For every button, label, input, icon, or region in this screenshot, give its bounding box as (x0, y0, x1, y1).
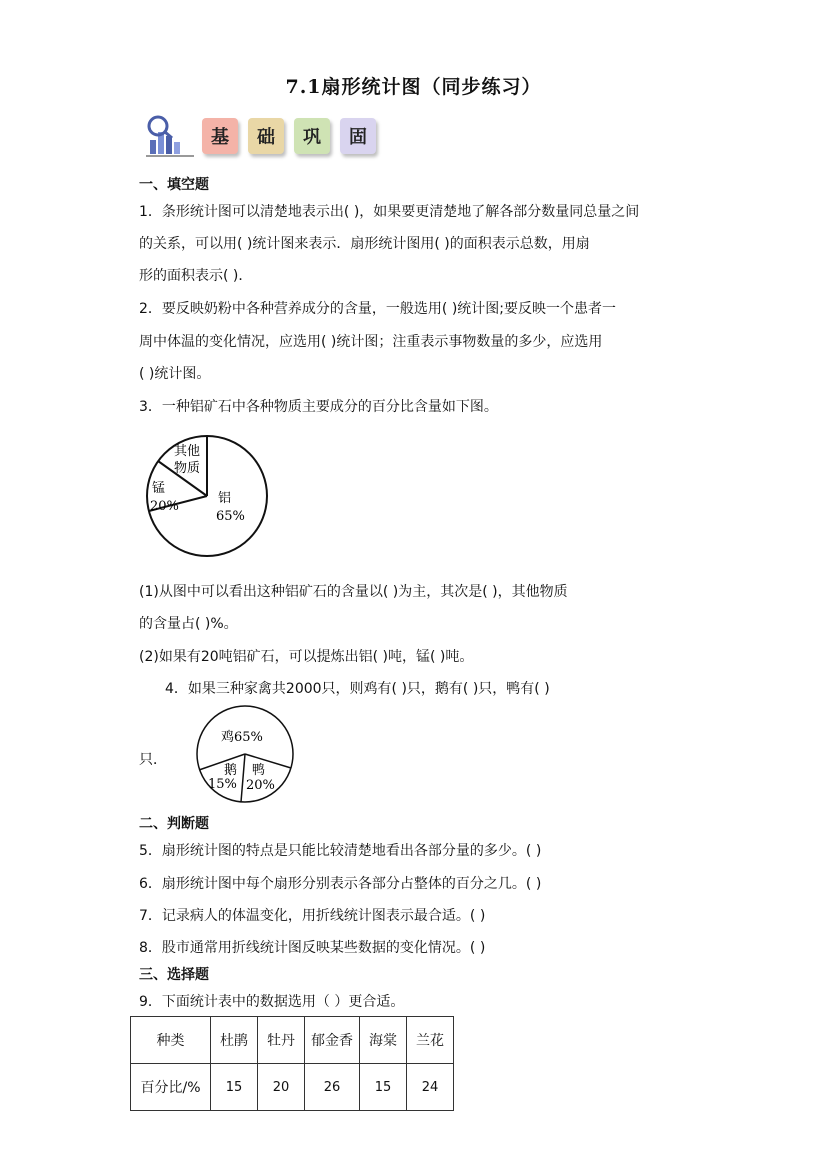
slice-label-aluminum-2: 65% (216, 509, 245, 524)
table-header-cell: 海棠 (360, 1017, 407, 1064)
table-header-row (131, 1017, 454, 1064)
section-judge-heading: 二、判断题 (139, 816, 209, 832)
page-title: 7.1扇形统计图（同步练习） (285, 76, 542, 98)
ore-pie-chart (142, 430, 272, 564)
flower-percentage-table (130, 1016, 454, 1111)
table-row (131, 1064, 454, 1111)
table-cell: 26 (305, 1064, 360, 1111)
table-header-cell: 兰花 (407, 1017, 454, 1064)
slice-label-manganese-1: 锰 (152, 481, 166, 496)
q9-text: 9．下面统计表中的数据选用（ ）更合适。 (139, 994, 405, 1010)
judge-q5: 5．扇形统计图的特点是只能比较清楚地看出各部分量的多少。( ) (139, 843, 542, 859)
slice-label-aluminum-1: 铝 (218, 491, 232, 506)
judge-q6: 6．扇形统计图中每个扇形分别表示各部分占整体的百分之几。( ) (139, 876, 542, 892)
q2-line-1: 2．要反映奶粉中各种营养成分的含量，一般选用( )统计图;要反映一个患者一 (139, 301, 616, 317)
slice-label-duck-1: 鸭 (252, 763, 266, 778)
section-choice-heading: 三、选择题 (139, 967, 209, 983)
slice-label-goose-1: 鹅 (224, 763, 238, 778)
banner-char-3: 巩 (294, 118, 330, 154)
q2-line-3: ( )统计图。 (139, 366, 211, 382)
slice-label-other-2: 物质 (174, 461, 201, 476)
table-header-cell: 郁金香 (305, 1017, 360, 1064)
q3-sub1-line-2: 的含量占( )%。 (139, 616, 238, 632)
slice-label-other-1: 其他 (174, 444, 201, 459)
slice-label-chicken: 鸡65% (221, 730, 263, 745)
table-cell: 20 (258, 1064, 305, 1111)
q1-line-1: 1．条形统计图可以清楚地表示出( )，如果要更清楚地了解各部分数量同总量之间 (139, 204, 640, 220)
section-fill-heading: 一、填空题 (139, 177, 209, 193)
table-cell: 百分比/% (131, 1064, 211, 1111)
q3-text: 3．一种铝矿石中各种物质主要成分的百分比含量如下图。 (139, 399, 498, 415)
table-cell: 15 (211, 1064, 258, 1111)
judge-q8: 8．股市通常用折线统计图反映某些数据的变化情况。( ) (139, 940, 486, 956)
slice-label-duck-2: 20% (246, 778, 275, 793)
q4-line-1: 4．如果三种家禽共2000只，则鸡有( )只，鹅有( )只，鸭有( ) (165, 681, 550, 697)
table-header-cell: 牡丹 (258, 1017, 305, 1064)
poultry-pie-chart (194, 704, 296, 804)
table-header-cell: 杜鹃 (211, 1017, 258, 1064)
slice-label-goose-2: 15% (208, 777, 237, 792)
judge-q7: 7．记录病人的体温变化，用折线统计图表示最合适。( ) (139, 908, 486, 924)
slice-label-manganese-2: 20% (150, 499, 179, 514)
q4-line-2: 只． (139, 752, 167, 768)
q1-line-3: 形的面积表示( )． (139, 268, 253, 284)
q3-sub2: (2)如果有20吨铝矿石，可以提炼出铝( )吨，锰( )吨。 (139, 649, 474, 665)
table-cell: 15 (360, 1064, 407, 1111)
magnifier-chart-icon (138, 112, 198, 162)
q3-sub1-line-1: (1)从图中可以看出这种铝矿石的含量以( )为主，其次是( )，其他物质 (139, 584, 568, 600)
banner-char-4: 固 (340, 118, 376, 154)
q2-line-2: 周中体温的变化情况，应选用( )统计图；注重表示事物数量的多少，应选用 (139, 334, 603, 350)
table-cell: 24 (407, 1064, 454, 1111)
table-header-cell: 种类 (131, 1017, 211, 1064)
banner-char-2: 础 (248, 118, 284, 154)
banner-char-1: 基 (202, 118, 238, 154)
q1-line-2: 的关系，可以用( )统计图来表示．扇形统计图用( )的面积表示总数，用扇 (139, 236, 590, 252)
